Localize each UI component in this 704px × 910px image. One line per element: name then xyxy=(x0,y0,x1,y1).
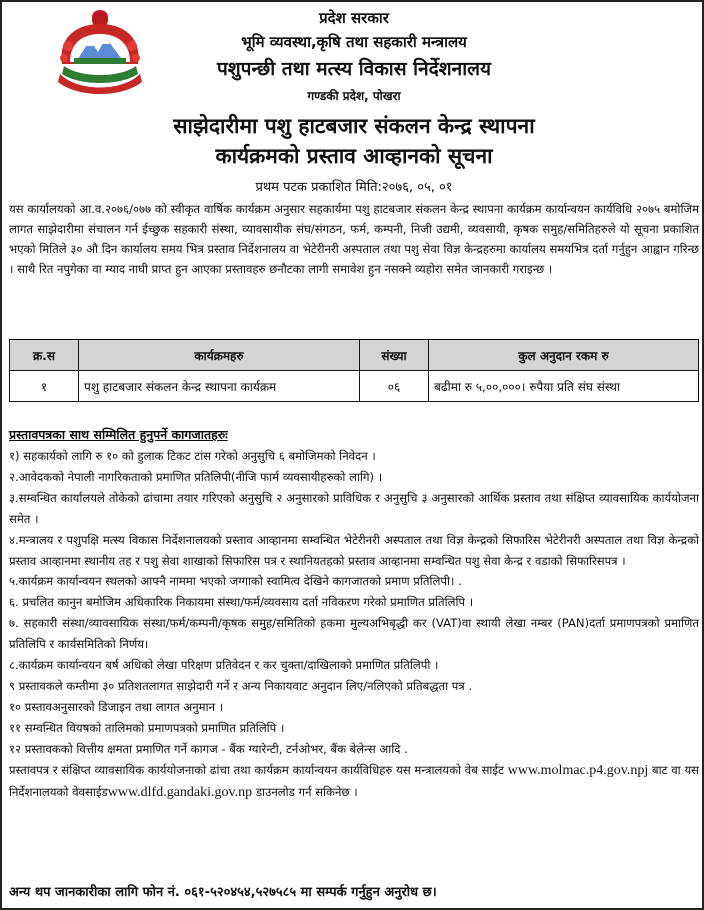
contact-info: अन्य थप जानकारीका लागि फोन नं. ०६१-५२०४५४,५२७५८५ मा सम्पर्क गर्नुहुन अनुरोध छ। xyxy=(9,885,437,900)
col-serial: क्र.स xyxy=(10,340,79,371)
download-note xyxy=(9,760,699,804)
col-programs: कार्यक्रमहरु xyxy=(79,340,360,371)
download-note-post: डाउनलोड गर्न सकिनेछ । xyxy=(255,784,358,799)
requirements-title: प्रस्तावपत्रका साथ सम्मिलित हुनुपर्ने कागजातहरुः xyxy=(9,427,228,442)
list-item: ५.कार्यक्रम कार्यान्वयन स्थलको आफ्नै नाममा भएको जग्गाको स्वामित्व देखिने कागजातको प्रमाण प्रतिलिपी। . xyxy=(9,574,462,589)
list-item: ७. सहकारी संस्था/व्यावसायिक संस्था/फर्म/कम्पनी/कृषक समुह/समितिको हकमा मुल्यअभिबृद्धी कर (VAT)वा स्थायी लेखा नम्बर (PAN)दर्ता प्रमाणपत्रको प्रमाणित प्रतिलिपि र कार्यसमितिको निर्णय। xyxy=(9,616,699,652)
cell-serial: १ xyxy=(10,371,79,402)
ministry-website-link[interactable]: www.molmac.p4.gov.npj xyxy=(507,762,649,778)
province-government: प्रदेश सरकार xyxy=(319,9,389,27)
directorate-name: पशुपन्छी तथा मत्स्य विकास निर्देशनालय xyxy=(216,58,492,80)
published-date: प्रथम पटक प्रकाशित मिति:२०७६, ०५, ०१ xyxy=(255,180,453,195)
download-note-pre: प्रस्तावपत्र र संक्षिप्त व्यावसायिक कार्ययोजनाको ढांचा तथा कार्यक्रम कार्यान्वयन कार्यविधिहरु यस मन्त्रालयको वेब साईट xyxy=(9,762,504,777)
download-note-mid: बाट वा यस निर्देशनालयको वेवसाईड xyxy=(9,762,700,799)
list-item: ४.मन्त्रालय र पशुपक्षि मत्स्य विकास निर्देशनालयको प्रस्ताव आव्हानमा सम्वन्धित भेटेरीनरी अस्पताल तथा विज्ञ केन्द्रको सिफारिस भेटेरीनरी अस्पताल तथा विज्ञ केन्द्रको प्रस्ताव आव्हानमा स्थानीय तह र पशु सेवा शाखाको सिफारिस पत्र र स्थानियतहको प्रस्ताव आव्हानमा सम्वन्धित पशु सेवा केन्द्र र वडाको सिफारिसपत्र । xyxy=(9,532,699,568)
list-item: २.आवेदकको नेपाली नागरिकताको प्रमाणित प्रतिलिपी(नीजि फार्म व्यवसायीहरुको लागि) । xyxy=(9,469,383,484)
cell-count: ०६ xyxy=(360,371,429,402)
list-item: १) सहकार्यको लागि रु १० को हुलाक टिकट टांस गरेको अनुसुचि ६ बमोजिमको निवेदन । xyxy=(9,449,376,463)
ministry-name: भूमि व्यवस्था,कृषि तथा सहकारी मन्त्रालय xyxy=(241,33,467,51)
col-count: संख्या xyxy=(360,340,429,371)
list-item: १२ प्रस्तावकको वित्तीय क्षमता प्रमाणित गर्ने कागज - बैंक ग्यारेन्टी, टर्नओभर, बैंक बेलेन्स आदि . xyxy=(9,741,408,756)
list-item: ३.सम्वन्धित कार्यालयले तोकेको ढांचामा तयार गरिएको अनुसुचि २ अनुसारको प्राविधिक र अनुसुचि ३ अनुसारको आर्थिक प्रस्ताव तथा संक्षिप्त व्यावसायिक कार्ययोजना समेत । xyxy=(9,490,699,526)
program-table xyxy=(9,339,699,402)
directorate-website-link[interactable]: www.dlfd.gandaki.gov.np xyxy=(107,784,253,800)
list-item: ९ प्रस्तावकले कम्तीमा ३० प्रतिशतलागत साझेदारी गर्ने र अन्य निकायवाट अनुदान लिए/नलिएको प्रतिबद्धता पत्र . xyxy=(9,678,473,693)
cell-grant: बढीमा रु ५,००,०००। रुपैया प्रति संघ संस्था xyxy=(429,371,699,402)
list-item: १० प्रस्तावअनुसारको डिजाइन तथा लागत अनुमान । xyxy=(9,699,224,714)
notice-title-line1: साझेदारीमा पशु हाटबजार संकलन केन्द्र स्थापना xyxy=(173,114,535,138)
list-item: ११ सम्वन्धित वियषको तालिमको प्रमाणपत्रको प्रमाणित प्रतिलिपि । xyxy=(9,720,285,735)
table-header-row xyxy=(10,340,699,371)
requirements-list xyxy=(9,446,699,803)
col-grant-amount: कुल अनुदान रकम रु xyxy=(429,340,699,371)
office-location: गण्डकी प्रदेश, पोखरा xyxy=(307,89,401,103)
table-row xyxy=(10,371,699,402)
list-item: ६. प्रचलित कानुन बमोजिम अधिकारिक निकायमा संस्था/फर्म/व्यवसाय दर्ता नविकरण गरेको प्रमाणित प्रतिलिपि । xyxy=(9,595,474,610)
cell-program: पशु हाटबजार संकलन केन्द्र स्थापना कार्यक्रम xyxy=(79,371,360,402)
notice-title-line2: कार्यक्रमको प्रस्ताव आव्हानको सूचना xyxy=(215,144,493,168)
notice-body: यस कार्यालयको आ.व.२०७६/०७७ को स्वीकृत वार्षिक कार्यक्रम अनुसार सहकार्यमा पशु हाटबजार संकलन केन्द्र स्थापना कार्यक्रम कार्यान्वयन कार्यविधि २०७५ बमोजिम लागत साझेदारीमा संचालन गर्न ईच्छुक सहकारी संस्था, व्यावसायीक संघ/संगठन, फर्म, कम्पनी, निजी उद्यमी, व्यवसायी, कृषक समुह/समितिहरुले यो सूचना प्रकाशित भएको मितिले ३० औ दिन कार्यालय समय भित्र प्रस्ताव निर्देशनालय वा भेटेरीनरी अस्पताल तथा पशु सेवा विज्ञ केन्द्रहरुमा कार्यालय समयभित्र दर्ता गर्नुहुन आह्वान गरिन्छ । साथै रित नपुगेका वा म्याद नाघी प्राप्त हुन आएका प्रस्तावहरु छनौटका लागी समावेश हुन नसक्ने व्यहोरा समेत जानकारी गराइन्छ । xyxy=(9,202,699,276)
list-item: ८.कार्यक्रम कार्यान्वयन बर्ष अधिको लेखा परिक्षण प्रतिवेदन र कर चुक्ता/दाखिलाको प्रमाणित प्रतिलिपी । xyxy=(9,658,439,673)
